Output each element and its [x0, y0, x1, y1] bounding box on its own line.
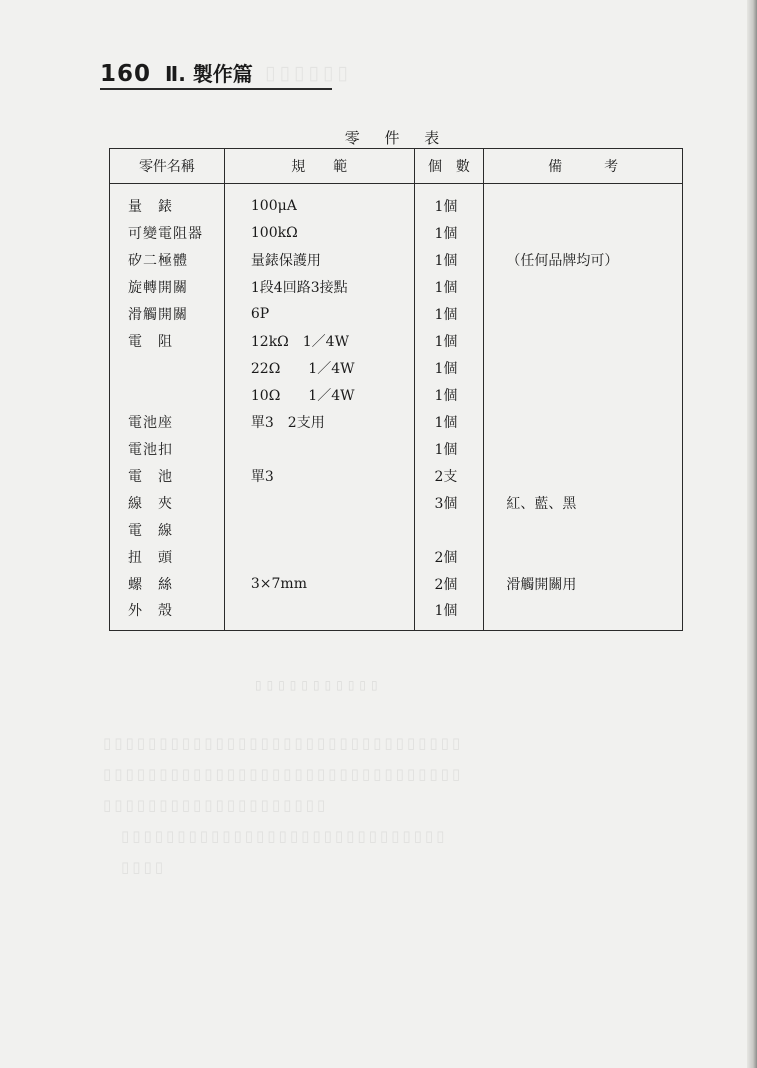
part-note: 紅、藍、黑 — [484, 489, 683, 516]
part-name: 矽二極體 — [110, 246, 225, 273]
part-spec — [224, 435, 414, 462]
table-row — [110, 273, 683, 300]
part-spec: 量錶保護用 — [224, 246, 414, 273]
part-spec: 3×7mm — [224, 570, 414, 597]
part-name: 電池扣 — [110, 435, 225, 462]
part-name: 電池座 — [110, 408, 225, 435]
parts-table — [109, 148, 683, 631]
part-spec — [224, 597, 414, 631]
part-name: 螺 絲 — [110, 570, 225, 597]
part-qty: 1個 — [414, 184, 484, 220]
part-note — [484, 327, 683, 354]
part-qty: 3個 — [414, 489, 484, 516]
part-qty: 2個 — [414, 570, 484, 597]
bleed-through-text: ▯▯▯▯▯▯▯▯▯▯▯▯▯▯▯▯▯▯▯▯▯▯▯▯▯▯▯▯▯▯▯▯ ▯▯▯▯▯▯▯▯▯▯▯▯▯▯▯▯▯▯▯▯▯▯▯▯▯▯▯▯▯▯▯▯ ▯▯▯▯▯▯▯▯▯▯▯▯▯▯▯▯▯▯▯▯ ▯▯▯▯▯▯▯▯▯▯▯▯▯▯▯▯▯▯▯▯▯▯▯▯▯▯▯▯▯ ▯▯▯▯ — [103, 734, 464, 876]
part-note — [484, 516, 683, 543]
part-qty: 1個 — [414, 273, 484, 300]
table-row — [110, 543, 683, 570]
part-name: 量 錶 — [110, 184, 225, 220]
table-header-row — [110, 149, 683, 184]
part-qty: 1個 — [414, 408, 484, 435]
part-name — [110, 381, 225, 408]
header-rule — [100, 88, 332, 90]
table-row — [110, 246, 683, 273]
table-row — [110, 489, 683, 516]
table-row — [110, 408, 683, 435]
part-spec: 單3 — [224, 462, 414, 489]
part-qty: 1個 — [414, 435, 484, 462]
table-row — [110, 184, 683, 220]
part-spec — [224, 516, 414, 543]
part-qty: 1個 — [414, 300, 484, 327]
table-row — [110, 462, 683, 489]
part-name — [110, 354, 225, 381]
page-number: 160 — [100, 61, 152, 87]
part-note — [484, 381, 683, 408]
part-spec: 6P — [224, 300, 414, 327]
table-row — [110, 381, 683, 408]
part-spec: 10Ω 1／4W — [224, 381, 414, 408]
part-spec: 1段4回路3接點 — [224, 273, 414, 300]
part-name: 電 池 — [110, 462, 225, 489]
page-edge — [747, 0, 757, 1068]
part-name: 滑觸開關 — [110, 300, 225, 327]
table-row — [110, 516, 683, 543]
part-qty: 1個 — [414, 354, 484, 381]
table-row — [110, 570, 683, 597]
part-qty: 1個 — [414, 327, 484, 354]
part-name: 電 阻 — [110, 327, 225, 354]
part-note: 滑觸開關用 — [484, 570, 683, 597]
part-note: （任何品牌均可） — [484, 246, 683, 273]
page-header — [100, 58, 253, 87]
part-qty: 1個 — [414, 246, 484, 273]
part-note — [484, 354, 683, 381]
part-spec — [224, 489, 414, 516]
table-row — [110, 354, 683, 381]
part-spec: 22Ω 1／4W — [224, 354, 414, 381]
column-header-spec: 規 範 — [224, 149, 414, 184]
table-row — [110, 219, 683, 246]
part-note — [484, 219, 683, 246]
part-spec: 單3 2支用 — [224, 408, 414, 435]
part-note — [484, 462, 683, 489]
part-name: 扭 頭 — [110, 543, 225, 570]
column-header-name: 零件名稱 — [110, 149, 225, 184]
part-qty — [414, 516, 484, 543]
table-title: 零 件 表 — [344, 129, 450, 147]
section-title: Ⅱ. 製作篇 — [165, 62, 253, 86]
part-name: 可變電阻器 — [110, 219, 225, 246]
part-qty: 1個 — [414, 219, 484, 246]
table-row — [110, 435, 683, 462]
part-spec: 100kΩ — [224, 219, 414, 246]
part-note — [484, 184, 683, 220]
bleed-through-header: ▯▯▯▯▯▯ — [265, 62, 352, 84]
part-name: 旋轉開關 — [110, 273, 225, 300]
part-note — [484, 408, 683, 435]
part-name: 電 線 — [110, 516, 225, 543]
part-name: 外 殼 — [110, 597, 225, 631]
part-note — [484, 435, 683, 462]
part-note — [484, 543, 683, 570]
part-note — [484, 273, 683, 300]
part-qty: 2個 — [414, 543, 484, 570]
part-qty: 1個 — [414, 381, 484, 408]
table-row — [110, 597, 683, 631]
part-qty: 2支 — [414, 462, 484, 489]
part-note — [484, 300, 683, 327]
table-row — [110, 300, 683, 327]
part-spec: 100μA — [224, 184, 414, 220]
part-spec: 12kΩ 1／4W — [224, 327, 414, 354]
part-spec — [224, 543, 414, 570]
column-header-qty: 個 數 — [414, 149, 484, 184]
table-row — [110, 327, 683, 354]
column-header-note: 備 考 — [484, 149, 683, 184]
part-name: 線 夾 — [110, 489, 225, 516]
bleed-through-caption: ▯▯▯▯▯▯▯▯▯▯▯ — [255, 678, 383, 692]
part-qty: 1個 — [414, 597, 484, 631]
part-note — [484, 597, 683, 631]
